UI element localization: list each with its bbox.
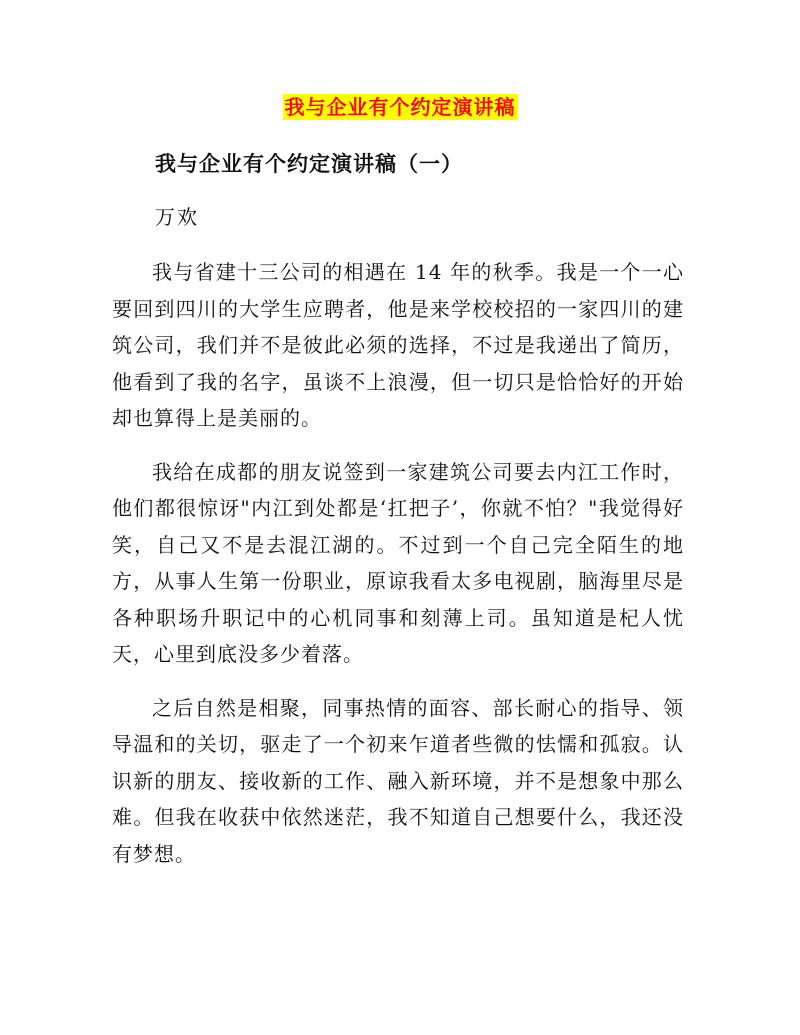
document-body (112, 254, 684, 889)
paragraph-1: 我与省建十三公司的相遇在 14 年的秋季。我是一个一心要回到四川的大学生应聘者，他是来学校校招的一家四川的建筑公司，我们并不是彼此必须的选择，不过是我递出了简历，他看到了我的名字，虽谈不上浪漫，但一切只是恰恰好的开始却也算得上是美丽的。 (112, 260, 684, 430)
paragraph-2: 我给在成都的朋友说签到一家建筑公司要去内江工作时，他们都很惊讶"内江到处都是‘扛把子’，你就不怕？"我觉得好笑，自己又不是去混江湖的。不过到一个自己完全陌生的地方，从事人生第一份职业，原谅我看太多电视剧，脑海里尽是各种职场升职记中的心机同事和刻薄上司。虽知道是杞人忧天，心里到底没多少着落。 (112, 459, 684, 666)
author-name: 万欢 (155, 205, 199, 229)
document-title: 我与企业有个约定演讲稿 (284, 95, 516, 119)
title-container (0, 94, 800, 120)
paragraph-3: 之后自然是相聚，同事热情的面容、部长耐心的指导、领导温和的关切，驱走了一个初来乍道者些微的怯懦和孤寂。认识新的朋友、接收新的工作、融入新环境，并不是想象中那么难。但我在收获中依然迷茫，我不知道自己想要什么，我还没有梦想。 (112, 695, 684, 866)
section-heading: 我与企业有个约定演讲稿（一） (155, 151, 463, 176)
